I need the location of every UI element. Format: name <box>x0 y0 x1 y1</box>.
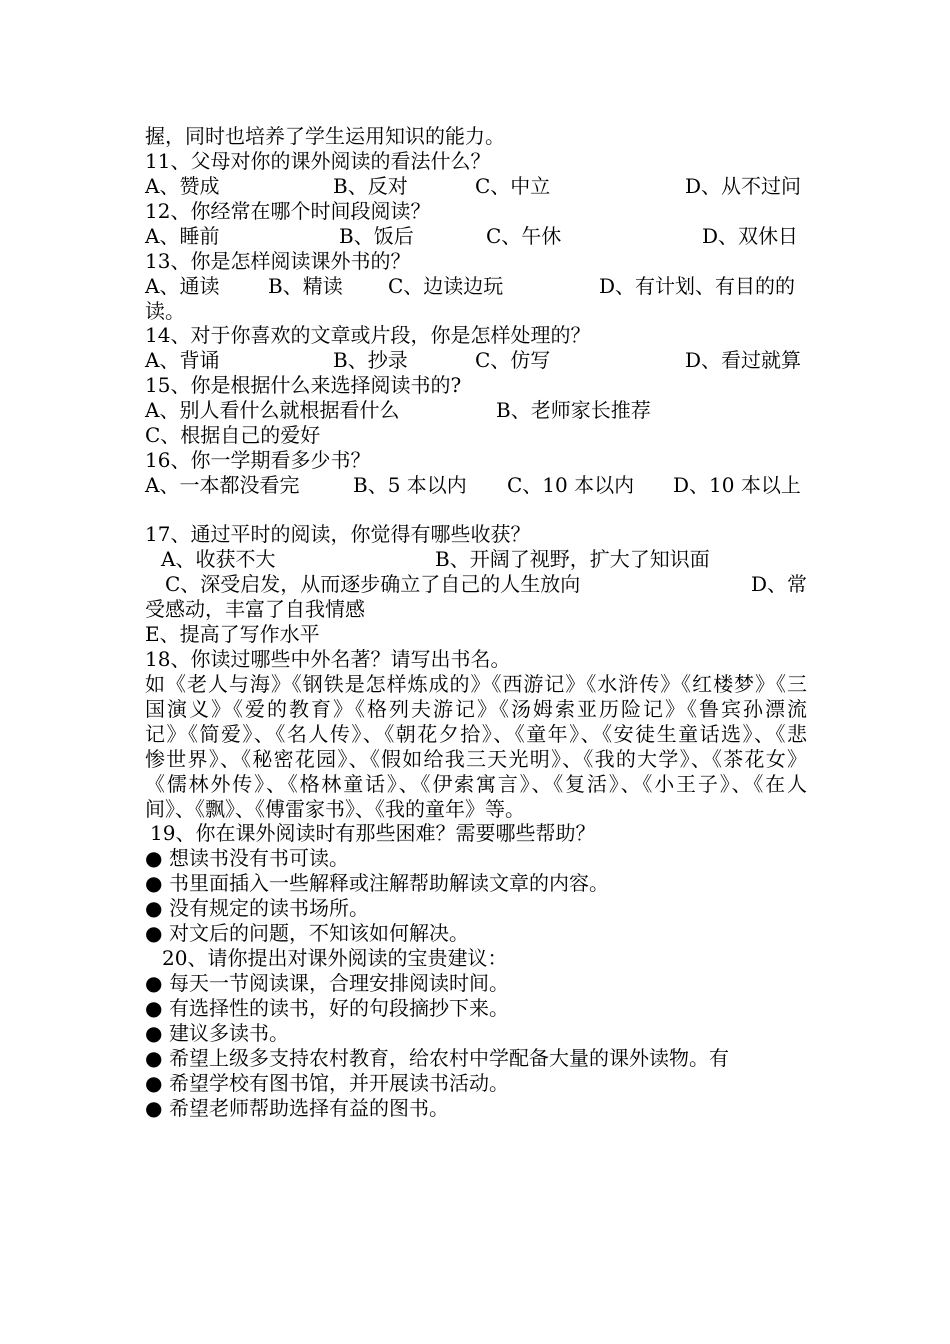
q19-item-text: 书里面插入一些解释或注解帮助解读文章的内容。 <box>169 871 609 895</box>
q17-option-d-continued: 受感动，丰富了自我情感 <box>145 597 365 621</box>
q14-option-c: C、仿写 <box>475 348 551 372</box>
q13-option-d: D、有计划、有目的的 <box>599 274 796 298</box>
q19-list-item <box>145 921 469 946</box>
q15-option-a: A、别人看什么就根据看什么 <box>145 398 400 422</box>
q17-option-c: C、深受启发，从而逐步确立了自己的人生放向 <box>165 572 581 596</box>
q20-list-item <box>145 1046 729 1071</box>
q18-answer-line: 国演义》《爱的教育》《格列夫游记》《汤姆索亚历险记》《鲁宾孙漂流 <box>145 697 807 721</box>
q17-option-b: B、开阔了视野，扩大了知识面 <box>435 547 710 571</box>
question-15: 15、你是根据什么来选择阅读书的? <box>145 373 462 397</box>
question-17: 17、通过平时的阅读，你觉得有哪些收获？ <box>145 522 531 546</box>
q11-option-a: A、赞成 <box>145 174 220 198</box>
q12-option-a: A、睡前 <box>145 224 220 248</box>
intro-text: 握，同时也培养了学生运用知识的能力。 <box>145 124 505 148</box>
q18-answer-line: 记》《简爱》、《名人传》、《朝花夕拾》、《童年》、《安徒生童话选》、《悲 <box>145 722 807 746</box>
q20-list-item <box>145 996 509 1021</box>
q19-item-text: 对文后的问题，不知该如何解决。 <box>169 921 469 945</box>
question-14: 14、对于你喜欢的文章或片段，你是怎样处理的？ <box>145 323 591 347</box>
q20-list-item <box>145 1021 289 1046</box>
q16-option-c: C、10 本以内 <box>507 473 635 497</box>
q16-option-b: B、5 本以内 <box>353 473 467 497</box>
q18-answer-line: 惨世界》、《秘密花园》、《假如给我三天光明》、《我的大学》、《茶花女》 <box>145 747 807 771</box>
q14-option-b: B、抄录 <box>333 348 408 372</box>
q20-list-item <box>145 1096 449 1121</box>
q20-item-text: 每天一节阅读课，合理安排阅读时间。 <box>169 971 509 995</box>
q18-answer-line: 如《老人与海》《钢铁是怎样炼成的》《西游记》《水浒传》《红楼梦》《三 <box>145 672 807 696</box>
q20-list-item <box>145 971 509 996</box>
q12-option-b: B、饭后 <box>339 224 414 248</box>
question-12: 12、你经常在哪个时间段阅读？ <box>145 199 431 223</box>
q19-list-item <box>145 871 609 896</box>
bullet-icon: ● <box>145 1071 163 1095</box>
q11-option-b: B、反对 <box>333 174 408 198</box>
q16-option-a: A、一本都没看完 <box>145 473 300 497</box>
bullet-icon: ● <box>145 846 163 870</box>
q14-option-d: D、看过就算 <box>685 348 802 372</box>
q11-option-d: D、从不过问 <box>685 174 802 198</box>
bullet-icon: ● <box>145 1046 163 1070</box>
q20-item-text: 有选择性的读书，好的句段摘抄下来。 <box>169 996 509 1020</box>
question-18: 18、你读过哪些中外名著？请写出书名。 <box>145 647 511 671</box>
q12-option-c: C、午休 <box>486 224 562 248</box>
q19-list-item <box>145 896 369 921</box>
question-13: 13、你是怎样阅读课外书的？ <box>145 249 411 273</box>
q20-item-text: 希望老师帮助选择有益的图书。 <box>169 1096 449 1120</box>
bullet-icon: ● <box>145 871 163 895</box>
q19-item-text: 没有规定的读书场所。 <box>169 896 369 920</box>
q20-item-text: 希望上级多支持农村教育，给农村中学配备大量的课外读物。有 <box>169 1046 729 1070</box>
q18-answer-line: 间》、《飘》、《傅雷家书》、《我的童年》等。 <box>145 797 525 821</box>
bullet-icon: ● <box>145 971 163 995</box>
q19-list-item <box>145 846 349 871</box>
q13-option-a: A、通读 <box>145 274 220 298</box>
bullet-icon: ● <box>145 996 163 1020</box>
q13-option-b: B、精读 <box>268 274 343 298</box>
q11-option-c: C、中立 <box>475 174 551 198</box>
q15-option-c: C、根据自己的爱好 <box>145 423 321 447</box>
q12-option-d: D、双休日 <box>702 224 799 248</box>
bullet-icon: ● <box>145 1096 163 1120</box>
q17-option-d: D、常 <box>751 572 808 596</box>
bullet-icon: ● <box>145 921 163 945</box>
question-16: 16、你一学期看多少书？ <box>145 448 371 472</box>
question-11: 11、父母对你的课外阅读的看法什么？ <box>145 149 491 173</box>
question-19: 19、你在课外阅读时有那些困难？需要哪些帮助？ <box>150 821 596 845</box>
bullet-icon: ● <box>145 1021 163 1045</box>
q20-list-item <box>145 1071 509 1096</box>
q13-option-c: C、边读边玩 <box>388 274 504 298</box>
q17-option-e: E、提高了写作水平 <box>145 622 320 646</box>
q19-item-text: 想读书没有书可读。 <box>169 846 349 870</box>
q18-answer-line: 《儒林外传》、《格林童话》、《伊索寓言》、《复活》、《小王子》、《在人 <box>145 772 807 796</box>
q17-option-a: A、收获不大 <box>161 547 276 571</box>
bullet-icon: ● <box>145 896 163 920</box>
q20-item-text: 建议多读书。 <box>169 1021 289 1045</box>
q16-option-d: D、10 本以上 <box>673 473 801 497</box>
question-20: 20、请你提出对课外阅读的宝贵建议： <box>162 946 508 970</box>
q13-option-d-continued: 读。 <box>145 299 185 323</box>
q20-item-text: 希望学校有图书馆，并开展读书活动。 <box>169 1071 509 1095</box>
q15-option-b: B、老师家长推荐 <box>496 398 651 422</box>
q14-option-a: A、背诵 <box>145 348 220 372</box>
